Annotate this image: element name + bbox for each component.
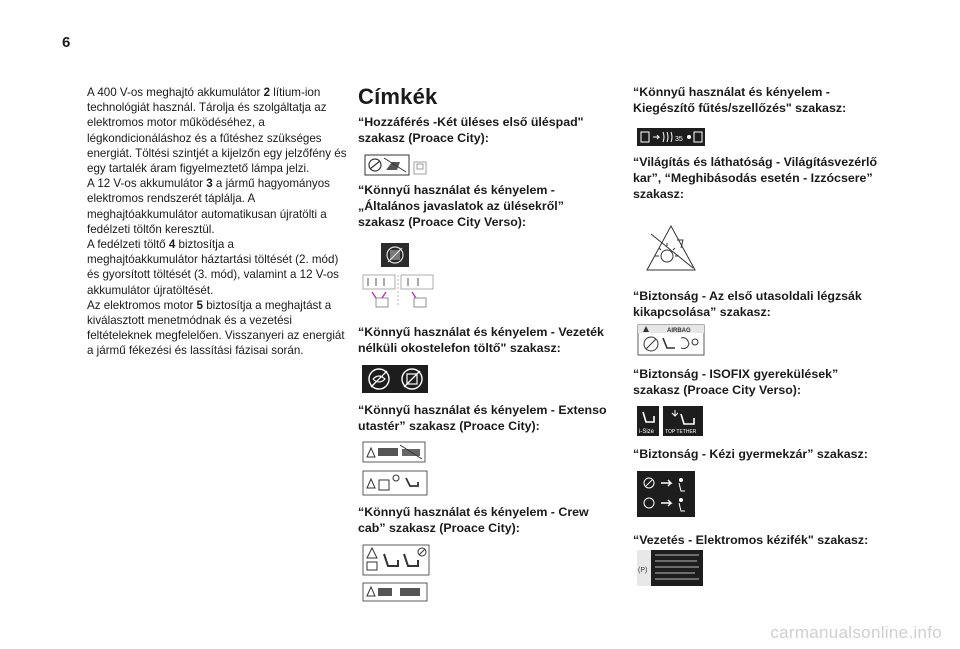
heading-wireless-charger: “Könnyű használat és kényelem - Vezeték nélküli okostelefon töltő" szakasz:: [358, 325, 604, 355]
heading-extenso-cab: “Könnyű használat és kényelem - Extenso utastér” szakasz (Proace City):: [358, 403, 607, 433]
heading-crew-cab: “Könnyű használat és kényelem - Crew cab” szakasz (Proace City):: [358, 505, 589, 535]
body-text-column: [87, 85, 347, 359]
heading-isofix: “Biztonság - ISOFIX gyerekülések” szakasz (Proace City Verso):: [633, 367, 839, 397]
heading-child-lock: “Biztonság - Kézi gyermekzár” szakasz:: [633, 447, 868, 461]
isize-label: i-Size: [639, 429, 655, 435]
extenso-seat-sticker-icon: [362, 470, 428, 496]
page-number: 6: [62, 34, 71, 51]
heading-front-bench: “Hozzáférés -Két üléses első üléspad" szakasz (Proace City):: [358, 115, 584, 145]
seat-advice-sticker-icon: [380, 242, 410, 268]
wireless-charger-sticker-icon: [362, 365, 428, 393]
extenso-cab-sticker-icon: [362, 441, 426, 463]
airbag-label: AIRBAG: [667, 328, 691, 334]
crew-cab-bench-sticker-icon: [362, 582, 428, 602]
heading-airbag: “Biztonság - Az első utasoldali légzsák kikapcsolása” szakasz:: [633, 289, 862, 319]
heading-electric-handbrake: “Vezetés - Elektromos kézifék" szakasz:: [633, 533, 869, 547]
body-paragraph: A fedélzeti töltő 4 biztosítja a meghajtóakkumulátor háztartási töltését (2. mód) és gyorsított töltését (3. mód), valamint a 12 V-os akkumulátor újratöltését.: [87, 238, 339, 297]
lighting-sticker-icon: [635, 220, 707, 274]
heading-aux-heating: “Könnyű használat és kényelem - Kiegészítő fűtés/szellőzés" szakasz:: [633, 85, 847, 115]
aux-heating-sticker-icon: [637, 128, 705, 146]
labels-column-middle: [358, 84, 610, 535]
isofix-sticker-icon: [637, 406, 703, 436]
body-paragraph: A 12 V-os akkumulátor 3 a jármű hagyományos elektromos rendszerét táplálja. A meghajtóakkumulátor automatikusan újratölti a fedélzeti töltőn keresztül.: [87, 177, 330, 236]
airbag-sticker-icon: [637, 324, 705, 356]
front-bench-sticker-icon: [364, 154, 428, 176]
electric-handbrake-sticker-icon: [637, 550, 703, 586]
child-lock-sticker-icon: [637, 471, 695, 517]
body-paragraph: A 400 V-os meghajtó akkumulátor 2 lítium-ion technológiát használ. Tárolja és szolgáltatja az elektromos motor működéséhez, a légkondicionáláshoz és a fűtéshez szükséges energiát. Töltési szintjét a kijelzőn egy jelzőfény és egy tartalék áram figyelmeztető lámpa jelzi.: [87, 86, 347, 176]
body-paragraph: Az elektromos motor 5 biztosítja a meghajtást a kiválasztott menetmódnak és a vezetési feltételeknek megfelelően. Visszanyeri az energiát a jármű fékezési és lassítási fázisai során.: [87, 298, 345, 358]
section-title: Címkék: [358, 84, 438, 109]
footer-watermark: carmanualsonline.info: [770, 623, 942, 642]
heading-seat-advice: “Könnyű használat és kényelem - „Általános javaslatok az ülésekről” szakasz (Proace City Verso):: [358, 183, 564, 229]
heading-lighting: “Világítás és láthatóság - Világításvezérlő kar”, “Meghibásodás esetén - Izzócsere” szakasz:: [633, 155, 878, 201]
handbrake-p-label: (P): [638, 567, 648, 574]
crew-cab-sticker-icon: [362, 544, 430, 576]
svg-text:35: 35: [675, 136, 683, 143]
top-tether-label: TOP TETHER: [665, 429, 697, 435]
seat-folding-sticker-icon: [362, 274, 434, 308]
